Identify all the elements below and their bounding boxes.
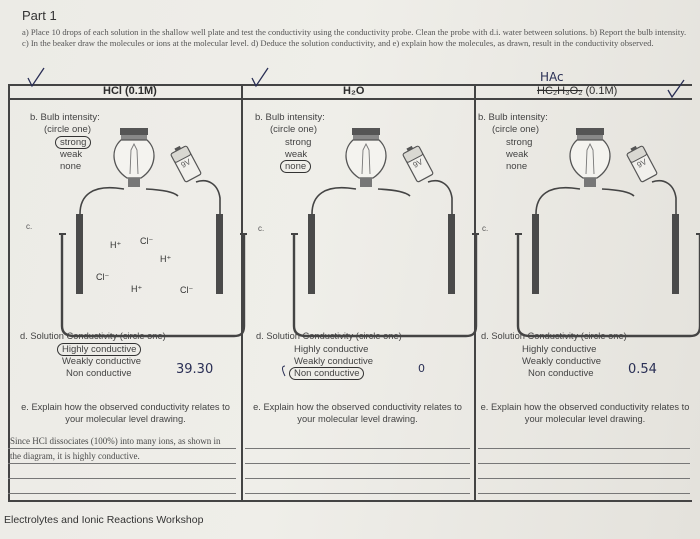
bulb-sub-hcl: (circle one)	[44, 124, 91, 135]
cond-option-weakly[interactable]: Weakly conductive	[522, 356, 602, 367]
footer-title: Electrolytes and Ionic Reactions Workshop	[4, 514, 204, 526]
bulb-option-weak[interactable]: weak	[285, 149, 308, 160]
cond-option-non[interactable]: Non conductive	[66, 368, 132, 379]
header-hcl: HCl (0.1M)	[103, 85, 157, 97]
ion-h-plus: H⁺	[160, 254, 172, 264]
answer-line	[8, 493, 236, 494]
explain-prompt-water: e. Explain how the observed conductivity relates to your molecular level drawing.	[253, 402, 462, 424]
battery-label-water: 9V	[411, 157, 425, 170]
answer-line	[245, 478, 470, 479]
cond-title-water: d. Solution Conductivity (circle one)	[256, 331, 402, 341]
cond-options-hcl	[62, 344, 141, 380]
cond-option-weakly[interactable]: Weakly conductive	[62, 356, 142, 367]
battery-label-hcl: 9V	[179, 157, 193, 170]
explain-prompt-hcl: e. Explain how the observed conductivity relates to your molecular level drawing.	[21, 402, 230, 424]
c-label-acetic: c.	[482, 224, 489, 233]
bulb-option-weak[interactable]: weak	[506, 149, 529, 160]
ion-cl-minus: Cl⁻	[180, 285, 194, 295]
cond-option-highly[interactable]: Highly conductive	[57, 343, 141, 356]
ion-h-plus: H⁺	[131, 284, 143, 294]
handwritten-value-hcl: 39.30	[176, 362, 214, 377]
c-label-water: c.	[258, 224, 265, 233]
answer-line	[478, 463, 690, 464]
answer-line	[245, 448, 470, 449]
answer-line	[245, 493, 470, 494]
bulb-option-strong[interactable]: strong	[55, 136, 91, 149]
cond-option-non[interactable]: Non conductive	[528, 368, 594, 379]
instructions-text: a) Place 10 drops of each solution in the shallow well plate and test the conductivity using the conductivity probe. Clean the probe with d.i. water between solutions. b) Report the bulb intensity. c) In the beaker draw the molecules or ions at the molecular level. d) Deduce the solution conductivity, and e) explain how the molecules, as drawn, result in the conductivity observed.	[22, 27, 687, 48]
bulb-option-none[interactable]: none	[506, 161, 528, 172]
answer-line	[478, 493, 690, 494]
answer-line	[245, 463, 470, 464]
cond-option-weakly[interactable]: Weakly conductive	[294, 356, 374, 367]
cond-title-hcl: d. Solution Conductivity (circle one)	[20, 331, 166, 341]
answer-line	[478, 448, 690, 449]
bulb-title-water: b. Bulb intensity:	[255, 112, 325, 123]
bulb-sub-acetic: (circle one)	[492, 124, 539, 135]
cond-option-highly[interactable]: Highly conductive	[522, 344, 597, 355]
header-acetic-struck: HC₂H₃O₂	[537, 85, 583, 97]
bulb-option-weak[interactable]: weak	[60, 149, 83, 160]
bulb-option-none[interactable]: none	[280, 160, 311, 173]
cond-options-water	[294, 344, 373, 380]
c-label-hcl: c.	[26, 222, 33, 231]
answer-line	[8, 478, 236, 479]
bulb-title-acetic: b. Bulb intensity:	[478, 112, 548, 123]
bulb-option-none[interactable]: none	[60, 161, 82, 172]
ion-h-plus: H⁺	[110, 240, 122, 250]
part-title: Part 1	[22, 8, 57, 23]
answer-text-hcl: Since HCl dissociates (100%) into many ions, as shown in the diagram, it is highly conductive.	[10, 436, 221, 461]
ion-cl-minus: Cl⁻	[140, 236, 154, 246]
explain-prompt-acetic: e. Explain how the observed conductivity relates to your molecular level drawing.	[480, 402, 690, 424]
bulb-option-strong[interactable]: strong	[285, 137, 312, 148]
cond-option-highly[interactable]: Highly conductive	[294, 344, 369, 355]
cond-option-non[interactable]: Non conductive	[289, 367, 364, 380]
answer-line	[8, 463, 236, 464]
handwritten-value-water: 0	[418, 362, 425, 375]
header-acetic-suffix: (0.1M)	[585, 85, 618, 97]
battery-label-acetic: 9V	[635, 157, 649, 170]
answer-line	[478, 478, 690, 479]
handwritten-hac: HAc	[540, 70, 564, 84]
ion-cl-minus: Cl⁻	[96, 272, 110, 282]
header-water: H₂O	[343, 85, 365, 97]
bulb-option-strong[interactable]: strong	[506, 137, 533, 148]
cond-title-acetic: d. Solution Conductivity (circle one)	[481, 331, 627, 341]
cond-options-acetic	[522, 344, 601, 380]
bulb-title-hcl: b. Bulb intensity:	[30, 112, 100, 123]
bulb-sub-water: (circle one)	[270, 124, 317, 135]
handwritten-value-acetic: 0.54	[628, 362, 657, 377]
